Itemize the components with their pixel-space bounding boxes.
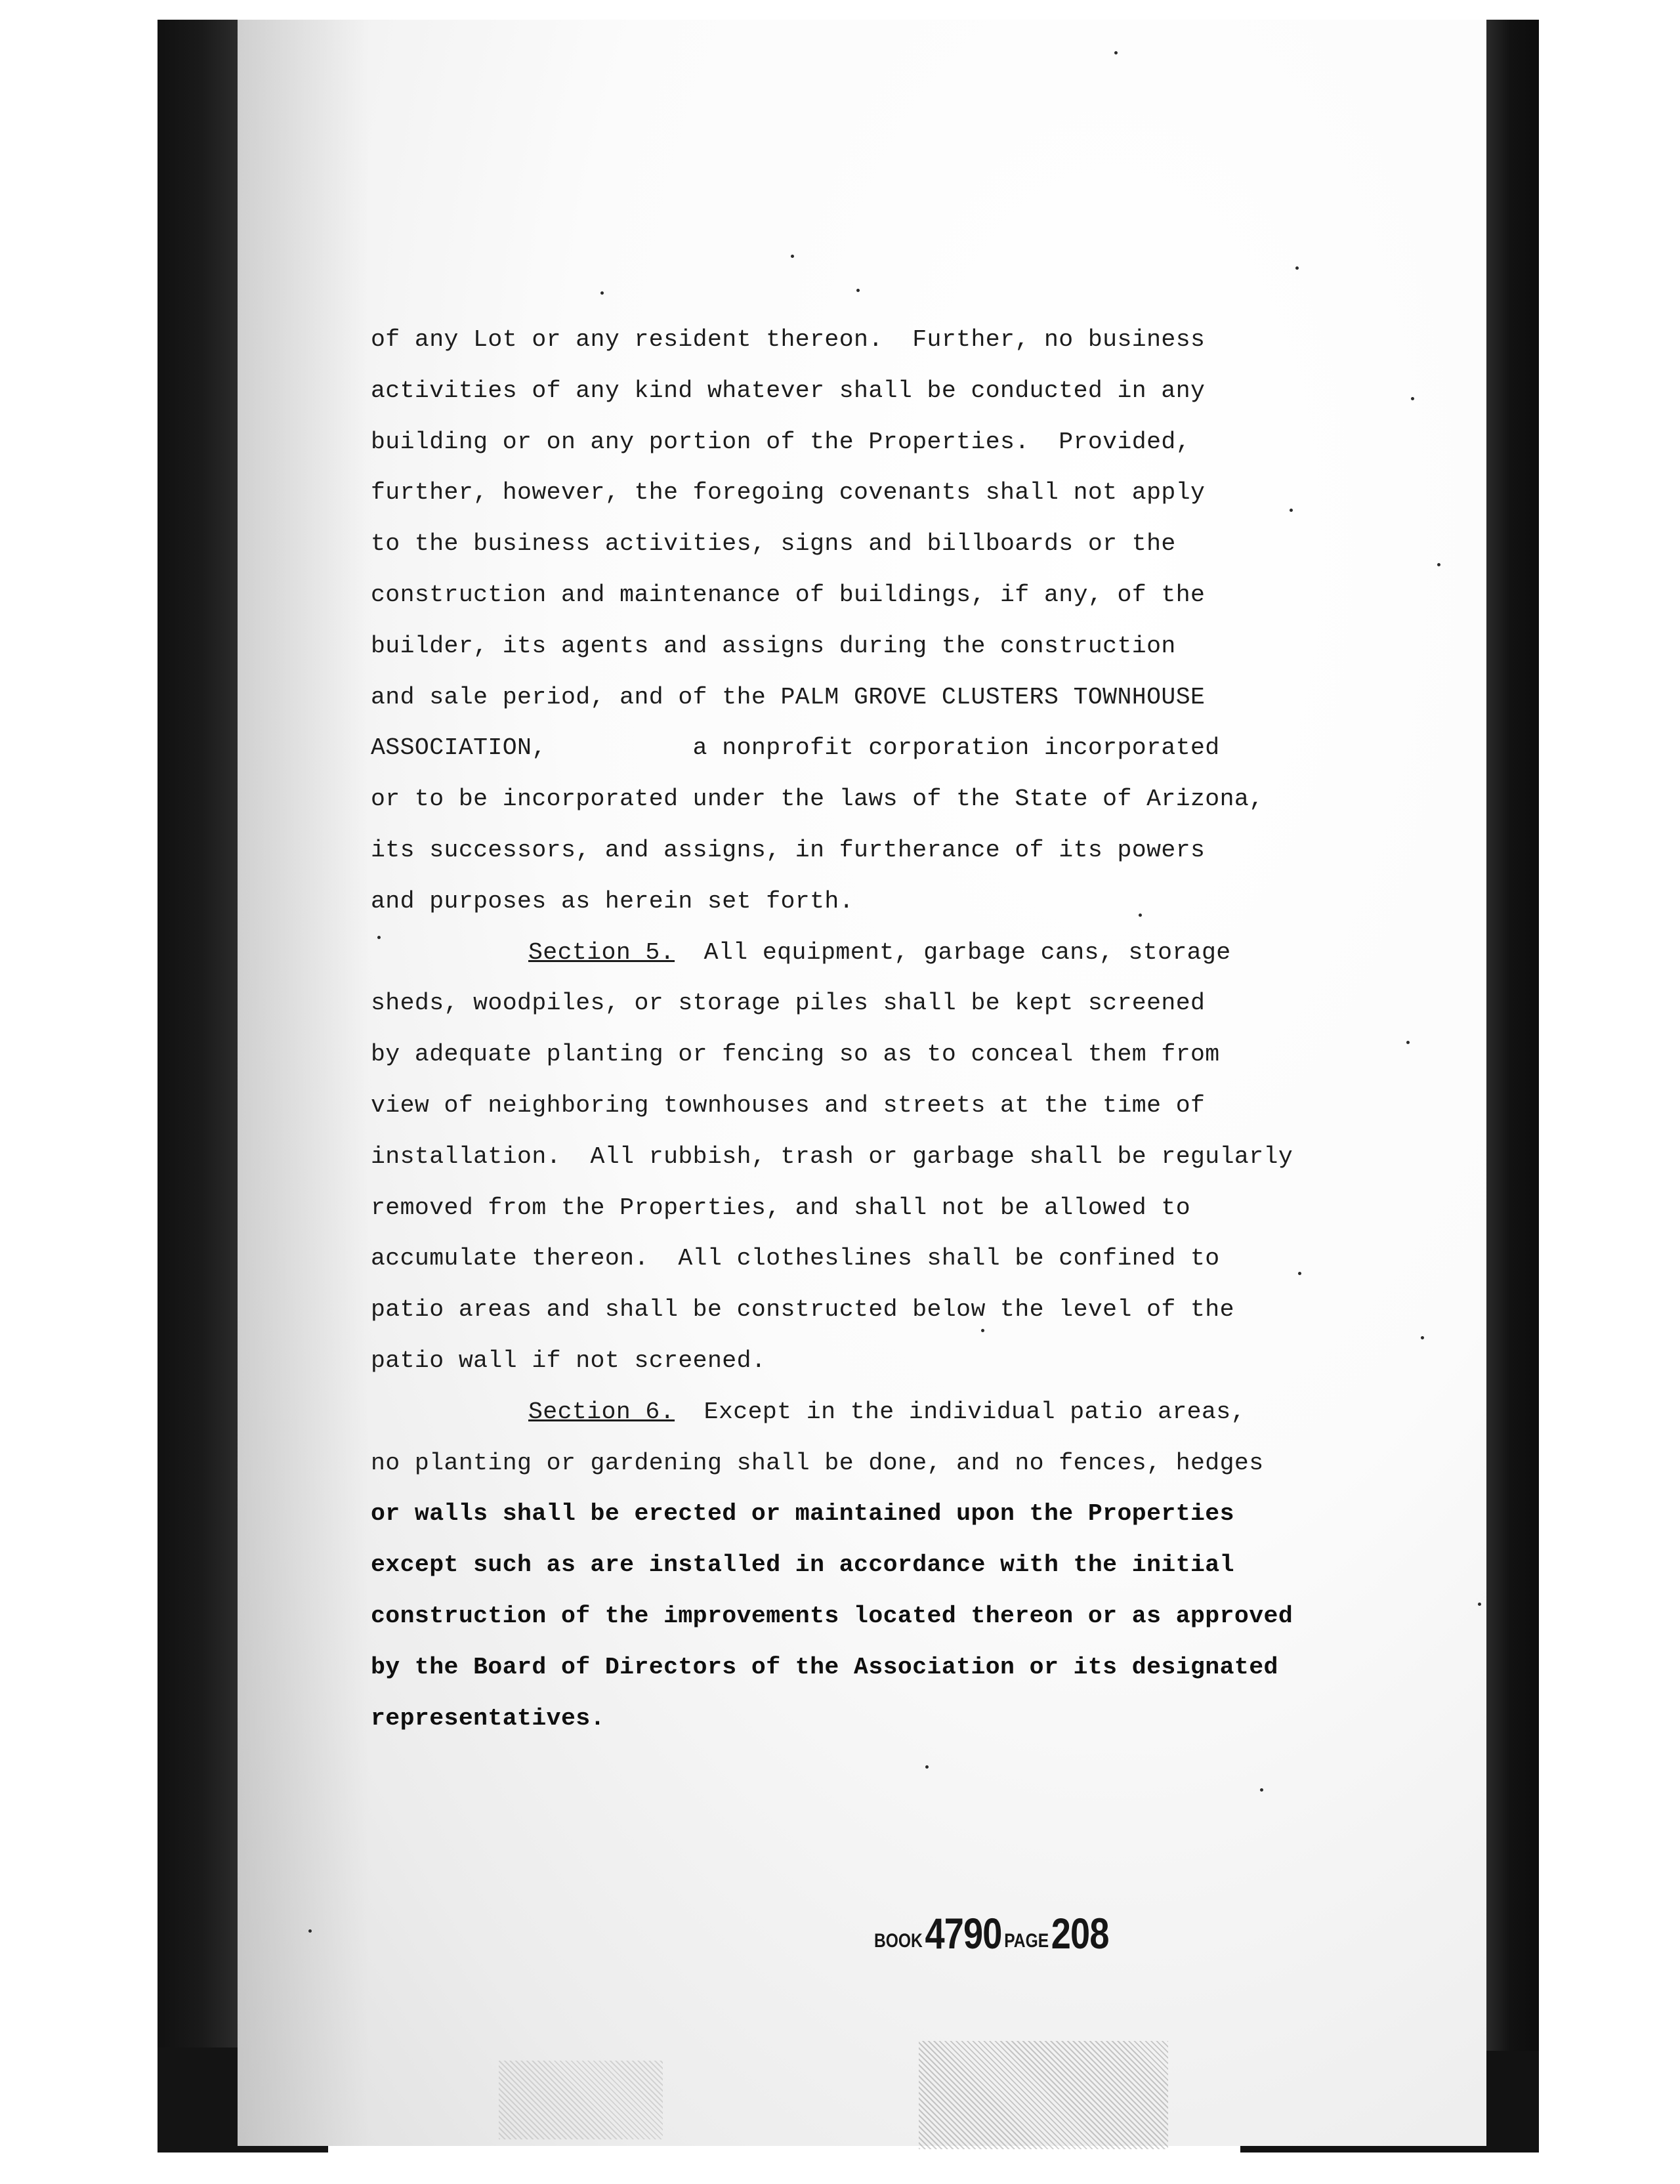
scan-speck — [791, 255, 794, 258]
scan-left-border — [158, 20, 238, 2133]
book-page-stamp — [874, 1908, 1109, 1958]
text-line: representatives. — [371, 1704, 605, 1732]
scan-speck — [1406, 1041, 1410, 1044]
text-line: no planting or gardening shall be done, and no fences, hedges — [371, 1449, 1264, 1477]
text-line: patio areas and shall be constructed below the level of the — [371, 1296, 1234, 1324]
document-body — [371, 320, 1395, 1750]
scan-speck — [1114, 51, 1118, 54]
text-line: construction and maintenance of buildings, if any, of the — [371, 581, 1206, 608]
section-6-first-line — [371, 1393, 1395, 1444]
text-line: by the Board of Directors of the Association or its designated — [371, 1653, 1278, 1681]
scan-noise — [919, 2041, 1168, 2149]
scan-speck — [1295, 266, 1299, 270]
section-6-heading: Section 6. — [528, 1398, 675, 1425]
scan-right-border — [1486, 20, 1539, 2133]
text-line: accumulate thereon. All clotheslines shall be confined to — [371, 1245, 1220, 1272]
text-line: sheds, woodpiles, or storage piles shall be kept screened — [371, 990, 1206, 1017]
text-line: view of neighboring townhouses and streets at the time of — [371, 1091, 1206, 1119]
text-line: removed from the Properties, and shall not be allowed to — [371, 1194, 1190, 1221]
page-label: PAGE — [1004, 1930, 1049, 1952]
text-line: ASSOCIATION, a nonprofit corporation incorporated — [371, 734, 1220, 762]
text-line: activities of any kind whatever shall be conducted in any — [371, 377, 1206, 404]
scan-noise — [499, 2061, 663, 2139]
text-line: and sale period, and of the PALM GROVE CLUSTERS TOWNHOUSE — [371, 683, 1206, 711]
scan-speck — [1437, 563, 1440, 566]
scan-speck — [856, 289, 860, 292]
text-line: installation. All rubbish, trash or garbage shall be regularly — [371, 1143, 1293, 1170]
scan-speck — [1478, 1603, 1481, 1606]
scan-speck — [925, 1765, 929, 1769]
scan-speck — [600, 291, 604, 295]
text-line: building or on any portion of the Properties. Provided, — [371, 428, 1190, 455]
text-line: patio wall if not screened. — [371, 1347, 766, 1374]
book-number: 4790 — [925, 1909, 1002, 1958]
text-line: further, however, the foregoing covenants shall not apply — [371, 479, 1206, 507]
text-line: of any Lot or any resident thereon. Further, no business — [371, 326, 1206, 353]
text-line: or walls shall be erected or maintained upon the Properties — [371, 1500, 1234, 1528]
scan-speck — [1260, 1788, 1263, 1792]
text-line: and purposes as herein set forth. — [371, 887, 854, 915]
text-line: construction of the improvements located thereon or as approved — [371, 1602, 1293, 1629]
section-5-first-text: All equipment, garbage cans, storage — [675, 938, 1231, 966]
text-line: or to be incorporated under the laws of the State of Arizona, — [371, 786, 1264, 813]
section-5-heading: Section 5. — [528, 938, 675, 966]
text-line: builder, its agents and assigns during the construction — [371, 632, 1176, 660]
book-label: BOOK — [874, 1930, 923, 1952]
scan-speck — [308, 1929, 312, 1933]
text-line: except such as are installed in accordance with the initial — [371, 1551, 1234, 1579]
section-6-first-text: Except in the individual patio areas, — [675, 1398, 1246, 1425]
page-number: 208 — [1051, 1909, 1109, 1958]
scan-speck — [1421, 1336, 1424, 1339]
text-line: to the business activities, signs and billboards or the — [371, 530, 1176, 558]
text-line: its successors, and assigns, in furtherance of its powers — [371, 836, 1206, 864]
section-5-first-line — [371, 933, 1395, 984]
scan-speck — [1411, 397, 1414, 400]
text-line: by adequate planting or fencing so as to conceal them from — [371, 1041, 1220, 1068]
